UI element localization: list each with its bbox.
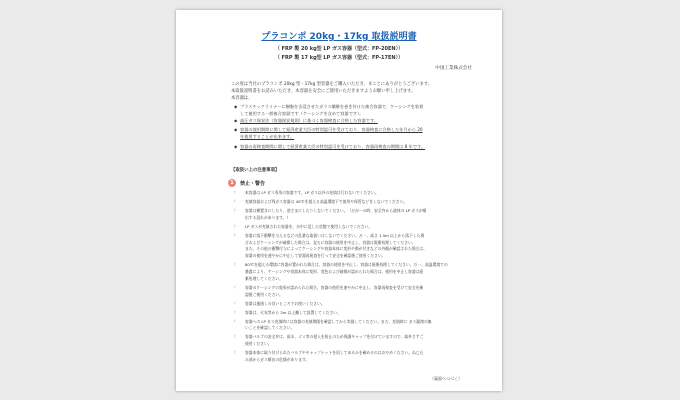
list-item-text: 容器バルブの安全弁は、雨水、ゴミ等の侵入を防止のため保護キャップを付けていますので、取外さずご: [245, 334, 424, 340]
list-item: [234, 199, 486, 206]
exclamation-icon: ！: [234, 232, 238, 238]
list-item: [234, 285, 486, 299]
diamond-bullet-icon: ◆: [234, 127, 238, 132]
list-item-text: 容器は風通しの良いところでお使いください。: [245, 300, 325, 306]
list-item: [234, 301, 486, 308]
list-item-text: 容器の使用を速やかに中止して容器再検査を行って安全を確認後ご使用ください。: [245, 253, 386, 259]
bullet-text: 容器の使用期間に関して経済産業大臣の特別認可を受けており、容器検査に合格した年月から 20: [240, 127, 423, 132]
list-item-text: 80℃を超える環境に容器が置かれた場合は、容器の使用を中止し、容器は廃棄処理してください。万一、高温環境での: [245, 262, 448, 268]
list-item-text: み部からガス噴出の危険があります。: [245, 356, 310, 362]
list-item-text: 棄処理してください。: [245, 275, 283, 281]
diamond-bullet-icon: ◆: [234, 118, 238, 123]
warning-label: 禁止・警告: [240, 180, 266, 187]
list-item-text: 容器は、火気等から 2m 以上離して設置してください。: [245, 309, 341, 315]
section-title: 【取扱い上の注意事項】: [231, 168, 280, 173]
company-name: 中国工業株式会社: [435, 66, 472, 71]
exclamation-icon: ！: [234, 223, 238, 229]
bullet-text: して使用する一般複合容器です（ケーシングを含めて容器です）。: [240, 111, 364, 116]
document-title: プラコンポ 20kg・17kg 取扱説明書: [261, 32, 417, 42]
list-item-text: 容器のケーシングの変形が認められた場合、容器の使用を速やかに中止し、容器再検査を受けて安全を確: [245, 284, 424, 290]
list-item-text: 容器本体に取り付けられたバルブやキャップナットを回してゆるみを確めるのはおやめください。ねじ込: [245, 350, 424, 356]
list-item: [234, 350, 486, 364]
list-item-text: 使用ください。: [245, 341, 272, 347]
intro-line: 本取扱説明書をお読みいただき、本容器を安全にご使用いただきますようお願い申し上げます。: [231, 89, 416, 94]
list-item-text: 出する恐れがあります。）: [245, 214, 291, 220]
list-item: [234, 233, 486, 260]
list-item-text: LP ガスが充填された容器を、水中に浸した状態で使用しないでください。: [245, 223, 373, 229]
bullet-text: プラスチックライナーに樹脂を含浸させたガラス繊維を巻き付けた複合容器で、ケーシングを装着: [240, 104, 424, 109]
number-badge-icon: 1: [228, 179, 236, 187]
list-item-text: 合およびケーシングが破損した場合は、直ちに容器の使用を中止し、容器は廃棄処理してください。: [245, 239, 416, 245]
list-item: [234, 224, 486, 231]
exclamation-icon: ！: [234, 284, 238, 290]
exclamation-icon: ！: [234, 309, 238, 315]
warning-heading: [228, 179, 265, 187]
document-subtitle-17kg: （ FRP 製 17 kg型 LP ガス容器（型式：FP-17EN））: [274, 55, 404, 61]
bullet-item: [234, 126, 482, 140]
bullet-text: 年使用することが出来ます。: [240, 134, 295, 139]
list-item: [234, 262, 486, 282]
continued-note: （裏面へつづく）: [430, 376, 462, 381]
bullet-text: 容器の再検査期間に関して経済産業大臣の特別認可を受けており、容器再検査の期間は 8 年です。: [240, 144, 426, 149]
list-item-text: 暴露により、ケーシングや容器本体に変形、変色および破損が認められた場合は、使用を中止し容器は廃: [245, 268, 424, 274]
document-subtitle-20kg: （ FRP 製 20 kg型 LP ガス容器（型式：FP-20EN））: [274, 46, 404, 52]
exclamation-icon: ！: [234, 208, 238, 213]
bullet-text: 高圧ガス保安法（容器保安規則）に基づく容器検査に合格した容器です。: [240, 118, 378, 123]
list-item: [234, 319, 486, 333]
bullet-item: [234, 103, 482, 117]
diamond-bullet-icon: ◆: [234, 144, 238, 149]
exclamation-icon: ！: [234, 199, 238, 204]
diamond-bullet-icon: ◆: [234, 104, 238, 109]
list-item-text: 容器に落下衝撃を与えるなどの乱暴な取扱いはしないでください。万一、高さ 1.5m 以上から落下した場: [245, 232, 425, 238]
list-item-text: 充填容器および残ガス容器は 40℃を超える高温環境下で使用や保管などをしないでください。: [245, 199, 408, 204]
exclamation-icon: ！: [234, 262, 238, 268]
exclamation-icon: ！: [234, 300, 238, 306]
list-item-text: また、その他の衝撃付与によってケーシングや容器本体に変形や傷が付きなどの外観が確認された場合は、: [245, 246, 428, 252]
list-item-text: 容器は横置きにしたり、逆さまにしたりしないでください。（万が一の時、安全弁から液体の LP ガスが噴: [245, 208, 427, 213]
exclamation-icon: ！: [234, 334, 238, 340]
exclamation-icon: ！: [234, 190, 238, 195]
intro-line: この度は当社のプラコンポ 20kg 型・17kg 型容器をご購入いただき、まことにありがとうございます。: [231, 82, 433, 87]
list-item-text: 本容器は LP ガス専用の容器です。LP ガス以外の充填は行わないでください。: [245, 190, 379, 195]
list-item: [234, 310, 486, 317]
list-item-text: 認後ご使用ください。: [245, 291, 283, 297]
document-page: [176, 10, 502, 391]
list-item-text: いことを確認してください。: [245, 325, 295, 331]
exclamation-icon: ！: [234, 318, 238, 324]
bullet-item: [234, 143, 482, 150]
intro-line: 本容器は、: [231, 96, 253, 101]
list-item: [234, 190, 486, 197]
exclamation-icon: ！: [234, 350, 238, 356]
list-item: [234, 208, 486, 222]
list-item-text: 容器への LP ガス充填時には容器の充填期限を確認してから実施してください。また、充填時に ガス漏洩の無: [245, 318, 432, 324]
list-item: [234, 334, 486, 348]
bullet-item: [234, 117, 482, 124]
